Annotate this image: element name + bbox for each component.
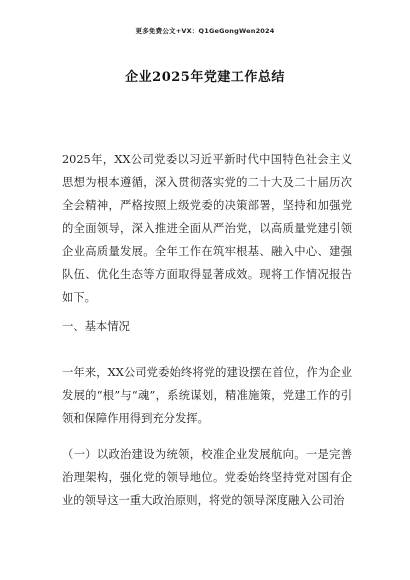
section-heading: 一、基本情况 bbox=[62, 320, 130, 333]
subsection-paragraph: （一）以政治建设为统领，校准企业发展航向。一是完善治理架构，强化党的领导地位。党委始终坚持党对国有企业的领导这一重大政治原则，将党的领导深度融入公司治 bbox=[62, 448, 352, 507]
section-paragraph: 一年来，XX公司党委始终将党的建设摆在首位，作为企业发展的“根”与“魂”，系统谋划，精准施策，党建工作的引领和保障作用得到充分发挥。 bbox=[62, 366, 352, 425]
document-title: 企业2025年党建工作总结 bbox=[125, 70, 285, 85]
intro-paragraph: 2025年，XX公司党委以习近平新时代中国特色社会主义思想为根本遵循，深入贯彻落实党的二十大及二十届历次全会精神，严格按照上级党委的决策部署，坚持和加强党的全面领导，深入推进全面从严治党，以高质量党建引领企业高质量发展。全年工作在筑牢根基、融入中心、建强队伍、优化生态等方面取得显著成效。现将工作情况报告如下。 bbox=[62, 153, 352, 304]
promo-banner: 更多免费公文+VX：Q1GeGongWen2024 bbox=[135, 27, 275, 35]
